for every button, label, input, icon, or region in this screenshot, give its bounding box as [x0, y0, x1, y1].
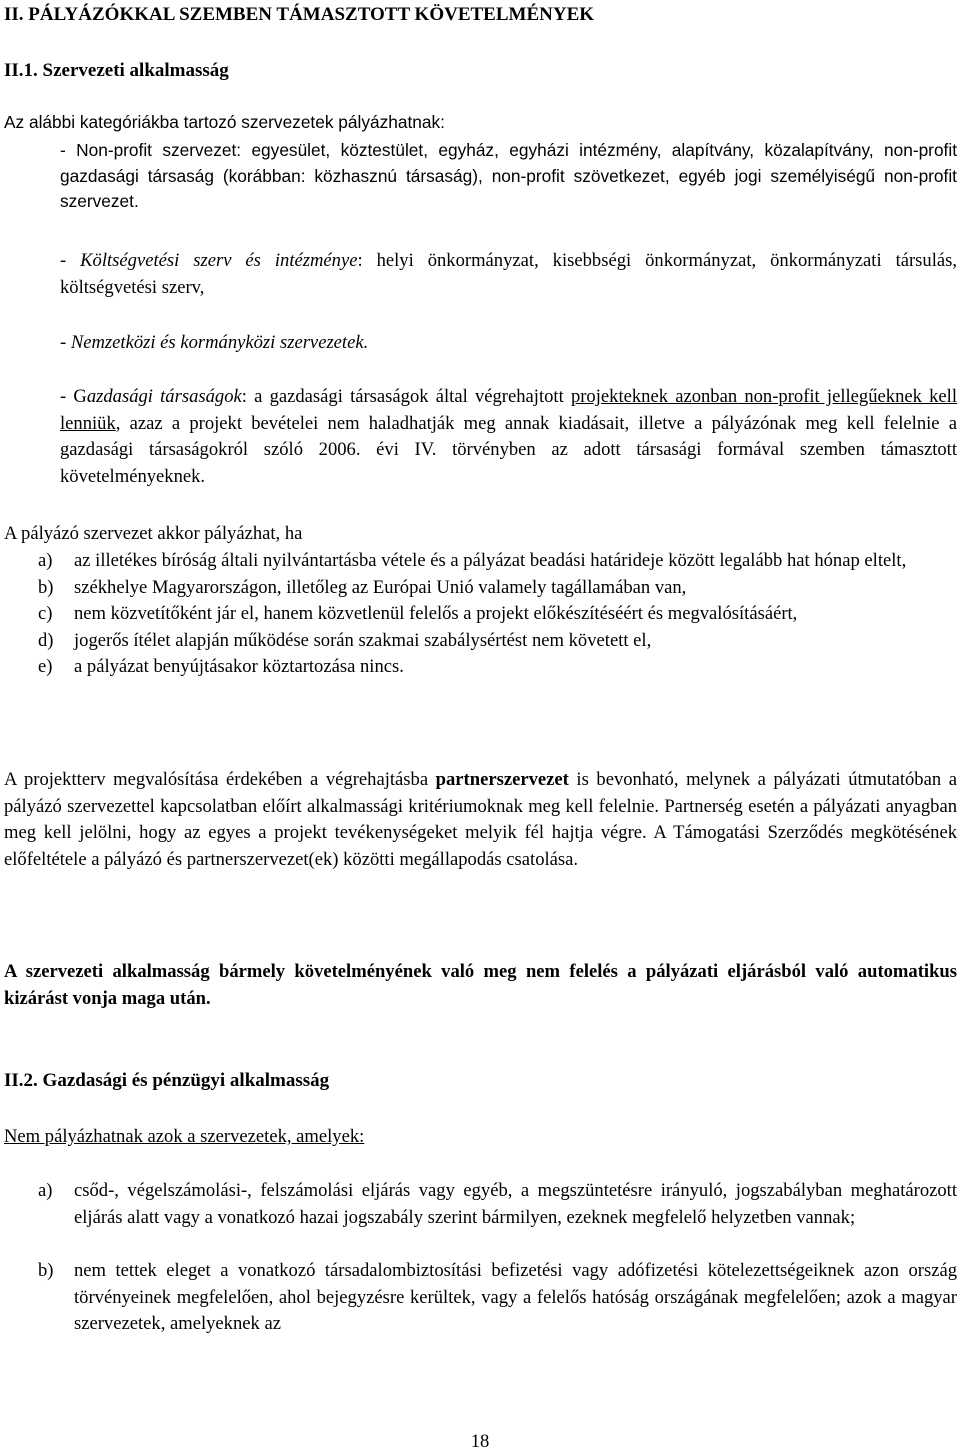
partner-paragraph [4, 767, 957, 873]
eligibility-intro: Az alábbi kategóriákba tartozó szervezetek pályázhatnak: [4, 112, 445, 132]
business-underlined: projekteknek azonban non-profit jellegűeknek kell lenniük [60, 386, 957, 434]
list-item [4, 548, 957, 575]
list-marker: b) [38, 576, 54, 598]
business-rest: , azaz a projekt bevételei nem haladhatják meg annak kiadásait, illetve a pályázónak meg kell felelnie a gazdasági társaságokról szóló 2006. évi IV. törvényben az adott társasági formával szemben támasztott követelményeknek. [60, 412, 957, 487]
nonprofit-paragraph: - Non-profit szervezet: egyesület, köztestület, egyház, egyházi intézmény, alapítvány, közalapítvány, non-profit gazdasági társaság (korábban: közhasznú társaság), non-profit szövetkezet, egyéb jogi személyiségű non-profit szervezet. [60, 140, 957, 211]
list-marker: d) [38, 629, 54, 651]
page-number: 18 [470, 1431, 490, 1452]
list-marker: e) [38, 656, 53, 677]
list-text: nem tettek eleget a vonatkozó társadalombiztosítási befizetési vagy adófizetési kötelezettségeiknek azon ország törvényeinek megfelelően, ahol bejegyzésre kerültek, vagy a felelős hatóság országának megfelelően; azok a magyar szervezetek, amelyeknek az [74, 1260, 957, 1334]
budget-term: Költségvetési szerv és intézménye [80, 250, 358, 271]
list-item [4, 601, 957, 628]
business-mid: : a gazdasági társaságok által végrehajtott [241, 386, 571, 407]
budget-rest: : helyi önkormányzat, kisebbségi önkormányzat, önkormányzati társulás, költségvetési szerv, [60, 250, 958, 298]
section-title: II. PÁLYÁZÓKKAL SZEMBEN TÁMASZTOTT KÖVETELMÉNYEK [4, 4, 595, 25]
budget-prefix: - [60, 250, 81, 271]
list-item [4, 654, 957, 681]
list-marker: c) [38, 603, 53, 624]
list-item [4, 628, 957, 655]
exclusion-intro-text: Nem pályázhatnak azok a szervezetek, amelyek: [4, 1126, 365, 1147]
subsection-heading-1: II.1. Szervezeti alkalmasság [4, 60, 229, 81]
partner-post: is bevonható, melynek a pályázati útmutatóban a pályázó szervezettel kapcsolatban előírt alkalmassági kritériumoknak meg kell felelnie. Partnerség esetén a pályázati anyagban meg kell jelölni, hogy az egyes a projekt tevékenységeket melyik fél hajtja végre. A Támogatási Szerződés megkötésének előfeltétele a pályázó és partnerszervezet(ek) közötti megállapodás csatolása. [4, 769, 957, 870]
conditions-list [4, 548, 957, 681]
subsection-heading-2: II.2. Gazdasági és pénzügyi alkalmasság [4, 1070, 330, 1091]
budget-paragraph [4, 248, 957, 301]
intl-paragraph: - Nemzetközi és kormányközi szervezetek. [60, 332, 369, 353]
list-gap [4, 1231, 957, 1258]
list-text: székhelye Magyarországon, illetőleg az Európai Unió valamely tagállamában van, [74, 576, 687, 598]
warning-paragraph: A szervezeti alkalmasság bármely követelményének való meg nem felelés a pályázati eljárásból való automatikus kizárást vonja maga után. [4, 961, 957, 1009]
list-text: jogerős ítélet alapján működése során szakmai szabálysértést nem követett el, [74, 629, 652, 651]
list-item [4, 575, 957, 602]
business-prefix: - G [60, 386, 87, 407]
partner-pre: A projektterv megvalósítása érdekében a végrehajtásba [4, 769, 436, 790]
business-term: azdasági társaságok [86, 386, 242, 407]
list-text: az illetékes bíróság általi nyilvántartásba vétele és a pályázat beadási határideje között legalább hat hónap eltelt, [74, 550, 907, 571]
partner-term: partnerszervezet [435, 769, 569, 790]
list-item [4, 1178, 957, 1231]
list-text: nem közvetítőként jár el, hanem közvetlenül felelős a projekt előkészítéséért és megvalósításáért, [74, 603, 798, 624]
business-paragraph [4, 384, 957, 490]
exclusion-list [4, 1178, 957, 1338]
list-text: a pályázat benyújtásakor köztartozása nincs. [74, 656, 404, 677]
list-marker: a) [38, 1180, 53, 1201]
list-marker: b) [38, 1260, 54, 1281]
list-marker: a) [38, 550, 53, 571]
list-text: csőd-, végelszámolási-, felszámolási eljárás vagy egyéb, a megszüntetésre irányuló, jogszabályban meghatározott eljárás alatt vagy a vonatkozó hazai jogszabály szerint bármilyen, ezeknek megfelelő helyzetben vannak; [74, 1180, 957, 1228]
conditions-intro: A pályázó szervezet akkor pályázhat, ha [4, 523, 303, 544]
exclusion-intro [4, 1124, 957, 1151]
list-item [4, 1258, 957, 1338]
